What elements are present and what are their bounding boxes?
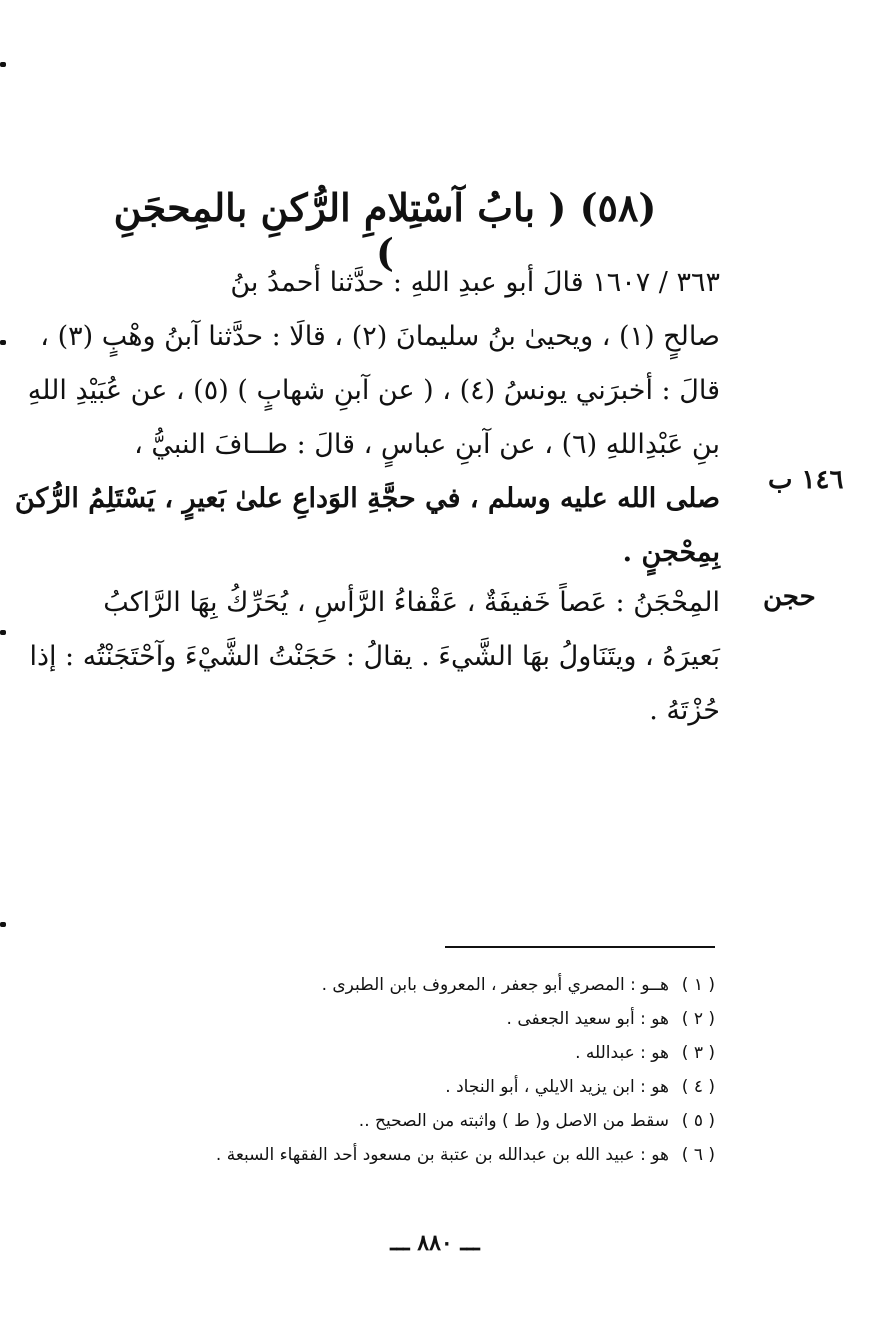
page-number: ـــ ٨٨٠ ـــ xyxy=(390,1230,480,1256)
footnote-number: ( ٣ ) xyxy=(681,1043,715,1063)
footnotes xyxy=(200,968,715,1172)
footnote-number: ( ٥ ) xyxy=(681,1111,715,1131)
footnote-text: هو : ابن يزيد الايلي ، أبو النجاد . xyxy=(445,1077,669,1097)
chapter-title: (٥٨) ( بابُ آسْتِلامِ الرُّكنِ بالمِحجَنِ ) xyxy=(113,185,657,275)
footnote-text: هو : أبو سعيد الجعفى . xyxy=(506,1009,669,1029)
hadith-line: صالحٍ (١) ، ويحيىٰ بنُ سليمانَ (٢) ، قالَا : حدَّثنا آبنُ وهْبٍ (٣) ، xyxy=(40,321,720,352)
hadith-line: قالَ : أخبرَني يونسُ (٤) ، ( عن آبنِ شهابٍ ) (٥) ، عن عُبَيْدِ اللهِ xyxy=(27,375,720,406)
gloss-line: بَعيرَهُ ، ويتَنَاولُ بهَا الشَّيءَ . يقالُ : حَجَنْتُ الشَّيْءَ وآحْتَجَنْتُه : إذا xyxy=(29,641,720,672)
footnote-text: هــو : المصري أبو جعفر ، المعروف بابن الطبرى . xyxy=(321,975,669,995)
footnote-number: ( ٤ ) xyxy=(681,1077,715,1097)
hadith-line: بنِ عَبْدِاللهِ (٦) ، عن آبنِ عباسٍ ، قالَ : طــافَ النبيُّ ، xyxy=(134,429,720,460)
footnote-number: ( ٢ ) xyxy=(681,1009,715,1029)
footnote xyxy=(200,1036,715,1070)
hadith-line: بِمِحْجنٍ . xyxy=(622,537,720,568)
margin-mark xyxy=(0,630,6,635)
hadith-line: ٣٦٣ / ١٦٠٧ قالَ أبو عبدِ اللهِ : حدَّثنا أحمدُ بنُ xyxy=(230,267,720,298)
footnote-text: هو : عبيد الله بن عبدالله بن عتبة بن مسعود أحد الفقهاء السبعة . xyxy=(215,1145,669,1165)
footnote-number: ( ٦ ) xyxy=(681,1145,715,1165)
manuscript-folio-ref: ١٤٦ ب xyxy=(768,465,844,495)
footnote-text: هو : عبدالله . xyxy=(575,1043,669,1063)
footnote xyxy=(200,968,715,1002)
footnote xyxy=(200,1138,715,1172)
footnote-number: ( ١ ) xyxy=(681,975,715,995)
margin-mark xyxy=(0,62,6,67)
footnote-text: سقط من الاصل و( ط ) واثبته من الصحيح .. xyxy=(358,1111,669,1131)
gloss-keyword: حجن xyxy=(763,582,816,612)
hadith-text xyxy=(14,256,720,580)
footnote xyxy=(200,1104,715,1138)
footnote xyxy=(200,1002,715,1036)
margin-mark xyxy=(0,922,6,927)
footnote xyxy=(200,1070,715,1104)
gloss-text xyxy=(29,576,720,738)
margin-mark xyxy=(0,340,6,345)
footnote-divider xyxy=(445,946,715,948)
gloss-line: المِحْجَنُ : عَصاً خَفيفَةٌ ، عَقْفاءُ الرَّأسِ ، يُحَرِّكُ بِهَا الرَّاكبُ xyxy=(103,587,720,618)
hadith-line: صلى الله عليه وسلم ، في حجَّةِ الوَداعِ علىٰ بَعيرٍ ، يَسْتَلِمُ الرُّكنَ xyxy=(14,483,720,514)
gloss-line: حُزْتَهُ . xyxy=(649,695,720,726)
